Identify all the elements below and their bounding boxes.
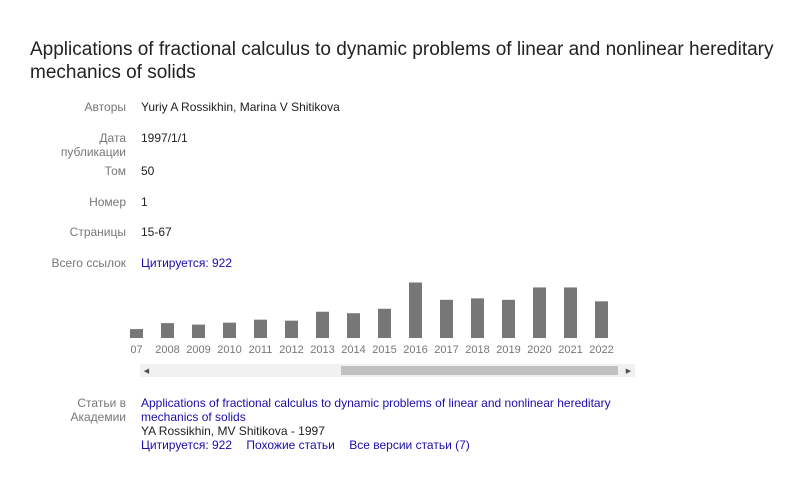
bar-2011[interactable] xyxy=(254,320,267,338)
year-label-2013: 2013 xyxy=(310,344,335,356)
scholar-article-title-link[interactable] xyxy=(141,396,611,424)
year-label-2007: 07 xyxy=(130,344,143,356)
year-label-2019: 2019 xyxy=(496,344,521,356)
bar-2013[interactable] xyxy=(316,312,329,338)
bar-2009[interactable] xyxy=(192,325,205,338)
date-label-line1: Дата xyxy=(99,131,126,145)
all-versions-link[interactable]: Все версии статьи (7) xyxy=(349,438,470,452)
citations-label: Всего ссылок xyxy=(51,256,126,270)
pages-label: Страницы xyxy=(69,225,126,239)
year-label-2009: 2009 xyxy=(186,344,211,356)
related-articles-link[interactable]: Похожие статьи xyxy=(246,438,335,452)
cited-by-link[interactable]: Цитируется: 922 xyxy=(141,438,233,452)
bar-2017[interactable] xyxy=(440,300,453,338)
issue-value: 1 xyxy=(141,195,148,209)
authors-label: Авторы xyxy=(84,100,126,114)
volume-label: Том xyxy=(104,164,126,178)
year-label-2021: 2021 xyxy=(558,344,583,356)
bar-2015[interactable] xyxy=(378,309,391,338)
bar-2008[interactable] xyxy=(161,323,174,338)
bar-2012[interactable] xyxy=(285,321,298,338)
scholar-article-title-line1[interactable]: Applications of fractional calculus to dynamic problems of linear and nonlinear hereditary xyxy=(141,396,611,410)
authors-value: Yuriy A Rossikhin, Marina V Shitikova xyxy=(141,100,340,114)
scholar-articles-label-line2: Академии xyxy=(70,410,126,424)
year-label-2018: 2018 xyxy=(465,344,490,356)
date-label-line2: публикации xyxy=(60,145,126,159)
bar-2018[interactable] xyxy=(471,298,484,338)
year-label-2020: 2020 xyxy=(527,344,552,356)
scroll-thumb[interactable] xyxy=(341,366,618,375)
bar-2016[interactable] xyxy=(409,282,422,338)
year-label-2015: 2015 xyxy=(372,344,397,356)
year-label-2022: 2022 xyxy=(589,344,614,356)
scroll-left-arrow-icon[interactable]: ◀ xyxy=(143,367,150,375)
scholar-articles-label-line1: Статьи в xyxy=(77,396,126,410)
year-label-2011: 2011 xyxy=(248,344,273,356)
chart-scrollbar[interactable] xyxy=(140,364,635,377)
year-label-2016: 2016 xyxy=(403,344,428,356)
date-value: 1997/1/1 xyxy=(141,131,188,145)
year-label-2010: 2010 xyxy=(217,344,242,356)
citations-per-year-chart xyxy=(130,275,635,360)
year-label-2008: 2008 xyxy=(155,344,180,356)
bar-2019[interactable] xyxy=(502,300,515,338)
issue-label: Номер xyxy=(89,195,126,209)
year-label-2017: 2017 xyxy=(434,344,459,356)
bar-2021[interactable] xyxy=(564,287,577,338)
bar-2007[interactable] xyxy=(130,329,143,338)
bar-2010[interactable] xyxy=(223,323,236,338)
pages-value: 15-67 xyxy=(141,225,172,239)
bar-2020[interactable] xyxy=(533,287,546,338)
scholar-article-title-line2[interactable]: mechanics of solids xyxy=(141,410,246,424)
scholar-article-authors: YA Rossikhin, MV Shitikova - 1997 xyxy=(141,424,325,438)
bar-2014[interactable] xyxy=(347,313,360,338)
article-title: Applications of fractional calculus to dynamic problems of linear and nonlinear hereditary mechanics of solids xyxy=(30,39,774,83)
scholar-article-actions xyxy=(141,438,641,452)
bar-2022[interactable] xyxy=(595,301,608,338)
year-label-2014: 2014 xyxy=(341,344,366,356)
volume-value: 50 xyxy=(141,164,155,178)
year-label-2012: 2012 xyxy=(279,344,304,356)
scroll-right-arrow-icon[interactable]: ▶ xyxy=(625,367,632,375)
scholar-article-entry xyxy=(141,396,641,452)
citations-link[interactable]: Цитируется: 922 xyxy=(141,256,233,270)
